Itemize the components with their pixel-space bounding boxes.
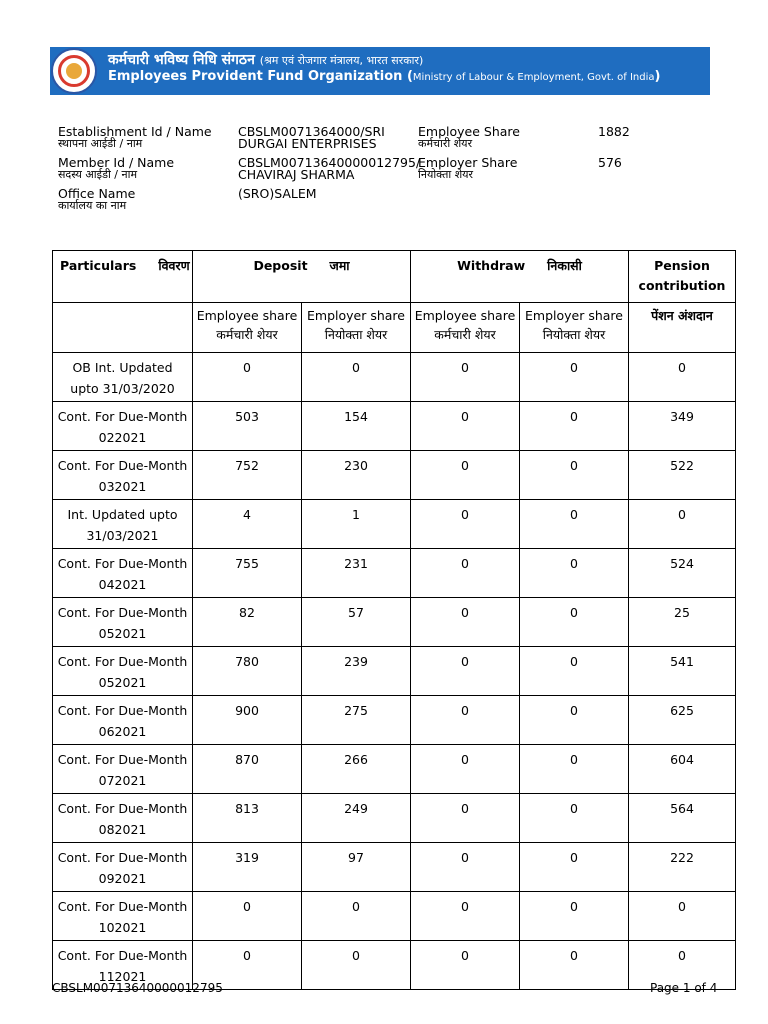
- row-wd-er: 0: [520, 794, 629, 843]
- employee-share-label-hi: कर्मचारी शेयर: [418, 137, 473, 150]
- office-label-en: Office Name: [58, 186, 136, 201]
- row-pension: 604: [629, 745, 736, 794]
- row-particulars: [53, 843, 193, 892]
- row-wd-emp: 0: [411, 451, 520, 500]
- table-row: [53, 745, 736, 794]
- header-deposit-hi: जमा: [329, 258, 350, 273]
- row-dep-er: 230: [302, 451, 411, 500]
- row-wd-emp: 0: [411, 843, 520, 892]
- row-dep-emp: 752: [193, 451, 302, 500]
- row-particulars-line: upto 31/03/2020: [70, 381, 175, 396]
- row-particulars-line: Cont. For Due-Month: [57, 458, 188, 473]
- table-row: [53, 794, 736, 843]
- epfo-logo-icon: [51, 48, 97, 94]
- header-pension: [629, 251, 736, 303]
- subheader-pension-hi: पेंशन अंशदान: [629, 303, 736, 353]
- row-dep-emp: 780: [193, 647, 302, 696]
- row-pension: 524: [629, 549, 736, 598]
- row-particulars-line: 022021: [98, 430, 147, 445]
- table-subheader-row: [53, 303, 736, 353]
- hindi-subtitle-text: (श्रम एवं रोजगार मंत्रालय, भारत सरकार): [259, 54, 424, 67]
- row-particulars-line: 052021: [98, 626, 147, 641]
- office-value: (SRO)SALEM: [238, 186, 317, 201]
- subheader-employee-en: Employee share: [414, 308, 516, 323]
- row-dep-emp: 755: [193, 549, 302, 598]
- row-pension: 349: [629, 402, 736, 451]
- subheader-empty: [53, 303, 193, 353]
- subheader-employee-en: Employee share: [196, 308, 298, 323]
- row-wd-er: 0: [520, 500, 629, 549]
- subheader-deposit-employee: [193, 303, 302, 353]
- employee-share-label: [418, 126, 520, 150]
- row-dep-er: 0: [302, 941, 411, 990]
- member-value-1: CBSLM00713640000012795/: [238, 155, 421, 170]
- row-particulars: [53, 745, 193, 794]
- english-sub-open: (: [406, 69, 413, 84]
- english-sub-close: ): [654, 69, 661, 84]
- row-pension: 564: [629, 794, 736, 843]
- header-particulars-hi: विवरण: [158, 258, 190, 273]
- establishment-label-en: Establishment Id / Name: [58, 124, 212, 139]
- row-wd-emp: 0: [411, 598, 520, 647]
- subheader-deposit-employer: [302, 303, 411, 353]
- office-label-hi: कार्यालय का नाम: [58, 199, 127, 212]
- employer-share-value: 576: [598, 155, 622, 170]
- english-title-text: Employees Provident Fund Organization: [108, 69, 403, 84]
- row-wd-er: 0: [520, 941, 629, 990]
- row-wd-er: 0: [520, 598, 629, 647]
- table-row: [53, 647, 736, 696]
- office-label: [58, 188, 135, 212]
- row-dep-er: 275: [302, 696, 411, 745]
- row-wd-emp: 0: [411, 941, 520, 990]
- row-pension: 222: [629, 843, 736, 892]
- header-deposit: [193, 251, 411, 303]
- row-wd-emp: 0: [411, 647, 520, 696]
- table-row: [53, 696, 736, 745]
- row-particulars-line: Cont. For Due-Month: [57, 948, 188, 963]
- member-label-en: Member Id / Name: [58, 155, 175, 170]
- establishment-value: [238, 126, 385, 150]
- employer-share-label-en: Employer Share: [418, 155, 518, 170]
- row-particulars-line: 31/03/2021: [86, 528, 159, 543]
- subheader-withdraw-employee: [411, 303, 520, 353]
- row-dep-er: 154: [302, 402, 411, 451]
- row-dep-emp: 82: [193, 598, 302, 647]
- footer-page-number: Page 1 of 4: [650, 981, 718, 995]
- row-dep-emp: 0: [193, 892, 302, 941]
- row-pension: 0: [629, 500, 736, 549]
- row-particulars-line: Cont. For Due-Month: [57, 850, 188, 865]
- row-particulars-line: 102021: [98, 920, 147, 935]
- row-dep-emp: 4: [193, 500, 302, 549]
- header-particulars: [53, 251, 193, 303]
- member-value: [238, 157, 420, 181]
- row-dep-er: 231: [302, 549, 411, 598]
- row-wd-er: 0: [520, 402, 629, 451]
- header-withdraw: [411, 251, 629, 303]
- row-dep-emp: 813: [193, 794, 302, 843]
- table-row: [53, 549, 736, 598]
- row-dep-er: 57: [302, 598, 411, 647]
- row-dep-er: 239: [302, 647, 411, 696]
- row-wd-emp: 0: [411, 500, 520, 549]
- header-withdraw-en: Withdraw: [457, 258, 526, 273]
- row-particulars-line: 062021: [98, 724, 147, 739]
- row-wd-er: 0: [520, 549, 629, 598]
- row-pension: 0: [629, 353, 736, 402]
- row-dep-er: 249: [302, 794, 411, 843]
- header-hindi-title: [108, 50, 423, 69]
- row-particulars-line: 082021: [98, 822, 147, 837]
- footer-member-id: CBSLM00713640000012795: [52, 981, 223, 995]
- table-row: [53, 402, 736, 451]
- row-wd-er: 0: [520, 647, 629, 696]
- subheader-withdraw-employer: [520, 303, 629, 353]
- subheader-employer-en: Employer share: [525, 308, 623, 323]
- row-dep-emp: 0: [193, 941, 302, 990]
- establishment-label: [58, 126, 212, 150]
- row-particulars-line: 112021: [98, 969, 147, 984]
- row-dep-er: 1: [302, 500, 411, 549]
- row-particulars-line: Int. Updated upto: [67, 507, 178, 522]
- row-pension: 0: [629, 941, 736, 990]
- row-dep-emp: 870: [193, 745, 302, 794]
- row-particulars-line: 042021: [98, 577, 147, 592]
- header-withdraw-hi: निकासी: [547, 258, 582, 273]
- header-particulars-en: Particulars: [60, 258, 137, 273]
- row-particulars-line: Cont. For Due-Month: [57, 556, 188, 571]
- header-pension-1: Pension: [654, 258, 710, 273]
- row-particulars: [53, 696, 193, 745]
- employee-share-label-en: Employee Share: [418, 124, 520, 139]
- row-wd-emp: 0: [411, 794, 520, 843]
- row-pension: 541: [629, 647, 736, 696]
- table-row: [53, 500, 736, 549]
- row-wd-emp: 0: [411, 353, 520, 402]
- row-particulars: [53, 598, 193, 647]
- row-particulars-line: Cont. For Due-Month: [57, 801, 188, 816]
- row-particulars: [53, 353, 193, 402]
- employee-share-value: 1882: [598, 124, 630, 139]
- header-deposit-en: Deposit: [253, 258, 308, 273]
- row-particulars-line: Cont. For Due-Month: [57, 703, 188, 718]
- row-wd-er: 0: [520, 451, 629, 500]
- row-particulars: [53, 647, 193, 696]
- table-row: [53, 892, 736, 941]
- establishment-value-2: DURGAI ENTERPRISES: [238, 136, 377, 151]
- row-particulars: [53, 549, 193, 598]
- header-english-title: [108, 69, 660, 84]
- employer-share-label: [418, 157, 517, 181]
- hindi-title-text: कर्मचारी भविष्य निधि संगठन: [108, 52, 255, 68]
- row-particulars-line: 032021: [98, 479, 147, 494]
- row-dep-er: 97: [302, 843, 411, 892]
- row-wd-emp: 0: [411, 745, 520, 794]
- row-wd-emp: 0: [411, 402, 520, 451]
- member-label: [58, 157, 174, 181]
- row-particulars: [53, 794, 193, 843]
- row-particulars-line: Cont. For Due-Month: [57, 654, 188, 669]
- row-particulars: [53, 402, 193, 451]
- row-particulars-line: 052021: [98, 675, 147, 690]
- row-dep-er: 266: [302, 745, 411, 794]
- row-dep-emp: 503: [193, 402, 302, 451]
- row-dep-emp: 319: [193, 843, 302, 892]
- subheader-employer-en: Employer share: [307, 308, 405, 323]
- row-particulars-line: Cont. For Due-Month: [57, 899, 188, 914]
- row-wd-er: 0: [520, 843, 629, 892]
- table-header-row: [53, 251, 736, 303]
- row-wd-emp: 0: [411, 696, 520, 745]
- table-row: [53, 353, 736, 402]
- subheader-employer-hi: नियोक्ता शेयर: [324, 327, 388, 342]
- row-dep-emp: 0: [193, 353, 302, 402]
- row-pension: 0: [629, 892, 736, 941]
- row-dep-er: 0: [302, 892, 411, 941]
- subheader-employee-hi: कर्मचारी शेयर: [216, 327, 278, 342]
- table-body: [53, 353, 736, 990]
- row-particulars: [53, 500, 193, 549]
- row-dep-er: 0: [302, 353, 411, 402]
- row-particulars-line: Cont. For Due-Month: [57, 752, 188, 767]
- member-label-hi: सदस्य आईडी / नाम: [58, 168, 138, 181]
- row-pension: 625: [629, 696, 736, 745]
- subheader-employer-hi: नियोक्ता शेयर: [542, 327, 606, 342]
- passbook-table: [52, 250, 736, 990]
- row-wd-emp: 0: [411, 892, 520, 941]
- english-subtitle-text: Ministry of Labour & Employment, Govt. of India: [412, 72, 655, 83]
- row-wd-er: 0: [520, 892, 629, 941]
- row-particulars-line: 092021: [98, 871, 147, 886]
- row-particulars-line: 072021: [98, 773, 147, 788]
- row-wd-er: 0: [520, 353, 629, 402]
- row-particulars: [53, 451, 193, 500]
- table-row: [53, 598, 736, 647]
- row-particulars-line: OB Int. Updated: [72, 360, 173, 375]
- row-wd-er: 0: [520, 745, 629, 794]
- row-wd-emp: 0: [411, 549, 520, 598]
- establishment-value-1: CBSLM0071364000/SRI: [238, 124, 385, 139]
- employer-share-label-hi: नियोक्ता शेयर: [418, 168, 474, 181]
- table-row: [53, 451, 736, 500]
- establishment-label-hi: स्थापना आईडी / नाम: [58, 137, 143, 150]
- row-pension: 522: [629, 451, 736, 500]
- row-pension: 25: [629, 598, 736, 647]
- subheader-employee-hi: कर्मचारी शेयर: [434, 327, 496, 342]
- table-row: [53, 843, 736, 892]
- row-particulars-line: Cont. For Due-Month: [57, 409, 188, 424]
- row-particulars: [53, 892, 193, 941]
- header-pension-2: contribution: [638, 278, 726, 293]
- row-particulars-line: Cont. For Due-Month: [57, 605, 188, 620]
- row-dep-emp: 900: [193, 696, 302, 745]
- member-value-2: CHAVIRAJ SHARMA: [238, 167, 355, 182]
- row-wd-er: 0: [520, 696, 629, 745]
